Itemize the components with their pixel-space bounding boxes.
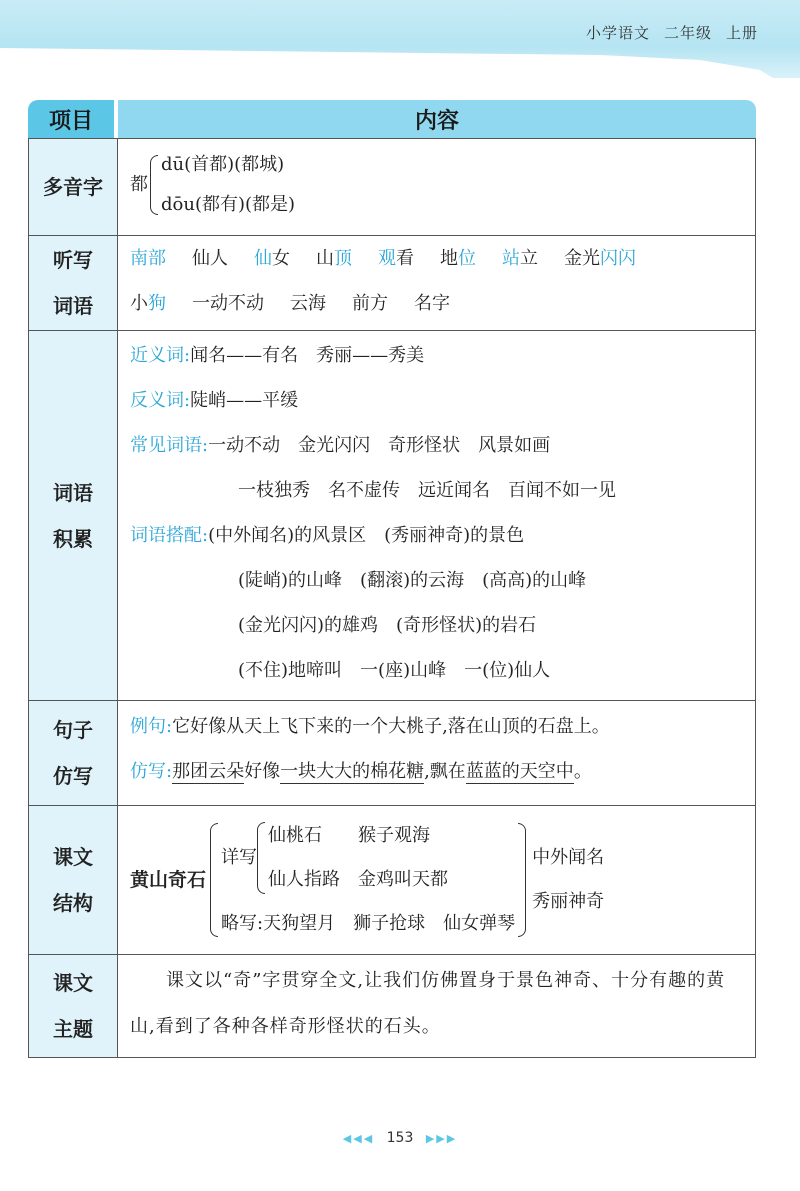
row-content (118, 139, 755, 235)
row-label (29, 236, 118, 330)
row-sentence (28, 701, 756, 806)
brief-label: 略写: (221, 913, 264, 934)
imitation-end: 。 (573, 761, 592, 782)
imitation-subject: 那团云朵 (172, 761, 245, 782)
head-col-content: 内容 (118, 100, 756, 138)
summary-table (28, 100, 756, 1058)
structure-body (221, 814, 515, 946)
label-text: 仿写 (53, 764, 93, 788)
plain-char: 看 (396, 248, 414, 269)
reading-1: dū(首都)(都城) (161, 154, 285, 175)
dictation-line-2 (130, 281, 743, 326)
highlighted-char: 狗 (148, 293, 166, 314)
imitation-object: 一块大大的棉花糖 (280, 761, 425, 782)
highlighted-char: 位 (458, 248, 476, 269)
detail-item-1: 仙桃石 猴子观海 (268, 825, 431, 846)
plain-char: 前方 (352, 293, 388, 314)
common-text-1: 一动不动 金光闪闪 奇形怪状 风景如画 (208, 435, 551, 456)
plain-char: 一动不动 (192, 293, 264, 314)
dictation-word (352, 293, 388, 314)
polyphone-char: 都 (130, 174, 148, 195)
label-text: 多音字 (43, 175, 103, 199)
example-text: 它好像从天上飞下来的一个大桃子,落在山顶的石盘上。 (172, 716, 610, 737)
plain-char: 立 (520, 248, 538, 269)
detail-label: 详写 (221, 847, 258, 868)
dictation-word (564, 248, 636, 269)
highlighted-char: 仙 (254, 248, 272, 269)
structure-brace-right (518, 823, 526, 937)
row-label (29, 139, 118, 235)
theme-text: 课文以“奇”字贯穿全文,让我们仿佛置身于景色神奇、十分有趣的黄山,看到了各种各样奇形怪状的石头。 (130, 970, 726, 1037)
left-arrows-icon: ◀◀◀ (342, 1132, 375, 1145)
label-text: 课文 (53, 971, 93, 995)
detail-items (268, 814, 448, 902)
collocation-line-2: (陡峭)的山峰 (翻滚)的云海 (高高)的山峰 (238, 570, 587, 591)
synonym-text: 闻名——有名 秀丽——秀美 (190, 345, 425, 366)
detail-brace (257, 822, 265, 894)
common-line (130, 423, 743, 468)
row-label (29, 701, 118, 805)
header-grade: 二年级 (663, 24, 712, 42)
collocation-line (130, 513, 743, 558)
label-text: 句子 (53, 718, 93, 742)
header-subject: 小学语文 (585, 24, 650, 42)
antonym-text: 陡峭——平缓 (190, 390, 299, 411)
highlighted-char: 站 (502, 248, 520, 269)
polyphone-brace (150, 155, 158, 215)
row-content (118, 806, 755, 954)
detail-group (221, 814, 515, 902)
header-volume: 上册 (725, 24, 758, 42)
imitation-place: 蓝蓝的天空中 (465, 761, 574, 782)
example-label: 例句: (130, 716, 173, 737)
row-label (29, 806, 118, 954)
collocation-line-4: (不住)地啼叫 一(座)山峰 一(位)仙人 (238, 660, 551, 681)
highlighted-char: 顶 (334, 248, 352, 269)
structure-title: 黄山奇石 (130, 868, 207, 891)
label-text: 词语 (53, 294, 93, 318)
dictation-word (254, 248, 290, 269)
collocation-text-1: (中外闻名)的风景区 (秀丽神奇)的景色 (208, 525, 525, 546)
highlighted-char: 观 (378, 248, 396, 269)
dictation-word (192, 248, 228, 269)
row-label (29, 955, 118, 1057)
antonym-label: 反义词: (130, 390, 191, 411)
plain-char: 云海 (290, 293, 326, 314)
collocation-label: 词语搭配: (130, 525, 209, 546)
dictation-word (130, 293, 166, 314)
row-structure (28, 806, 756, 955)
dictation-word (378, 248, 414, 269)
synonym-label: 近义词: (130, 345, 191, 366)
structure-summary (532, 836, 604, 924)
example-line (130, 704, 743, 749)
page-number: 153 (386, 1130, 414, 1146)
row-content (118, 331, 755, 700)
imitation-line (130, 749, 743, 794)
synonym-line (130, 333, 743, 378)
imitation-label: 仿写: (130, 761, 173, 782)
polyphone-readings (161, 145, 295, 225)
highlighted-char: 南部 (130, 248, 166, 269)
plain-char: 仙人 (192, 248, 228, 269)
antonym-line (130, 378, 743, 423)
plain-char: 山 (316, 248, 334, 269)
dictation-word (192, 293, 264, 314)
reading-2: dōu(都有)(都是) (161, 194, 296, 215)
row-vocab (28, 331, 756, 701)
imitation-mid: ,飘在 (424, 761, 466, 782)
collocation-line-3: (金光闪闪)的雄鸡 (奇形怪状)的岩石 (238, 615, 537, 636)
highlighted-char: 闪闪 (600, 248, 636, 269)
common-line-2: 一枝独秀 名不虚传 远近闻名 百闻不如一见 (238, 480, 616, 501)
row-dictation (28, 236, 756, 331)
table-head (28, 100, 756, 138)
plain-char: 地 (440, 248, 458, 269)
head-col-item: 项目 (28, 100, 118, 138)
row-content (118, 955, 755, 1057)
plain-char: 名字 (414, 293, 450, 314)
detail-item-2: 仙人指路 金鸡叫天都 (268, 869, 449, 890)
label-text: 结构 (53, 891, 93, 915)
imitation-like: 好像 (244, 761, 281, 782)
row-content (118, 236, 755, 330)
brief-text: 天狗望月 狮子抢球 仙女弹琴 (263, 913, 516, 934)
dictation-word (414, 293, 450, 314)
plain-char: 女 (272, 248, 290, 269)
summary-1: 中外闻名 (532, 847, 605, 868)
plain-char: 小 (130, 293, 148, 314)
label-text: 词语 (53, 480, 93, 505)
row-polyphone (28, 138, 756, 236)
dictation-word (316, 248, 352, 269)
label-text: 主题 (53, 1017, 93, 1041)
page-footer (0, 1130, 800, 1146)
row-content (118, 701, 755, 805)
label-text: 积累 (53, 526, 93, 551)
dictation-word (290, 293, 326, 314)
row-label (29, 331, 118, 700)
page-header (572, 22, 758, 43)
label-text: 课文 (53, 845, 93, 869)
plain-char: 金光 (564, 248, 600, 269)
label-text: 听写 (53, 248, 93, 272)
structure-brace-outer (210, 823, 218, 937)
dictation-word (502, 248, 538, 269)
dictation-word (440, 248, 476, 269)
right-arrows-icon: ▶▶▶ (425, 1132, 458, 1145)
brief-line (221, 902, 515, 946)
summary-2: 秀丽神奇 (532, 891, 605, 912)
common-label: 常见词语: (130, 435, 209, 456)
dictation-line-1 (130, 236, 743, 281)
row-theme (28, 955, 756, 1058)
dictation-word (130, 248, 166, 269)
